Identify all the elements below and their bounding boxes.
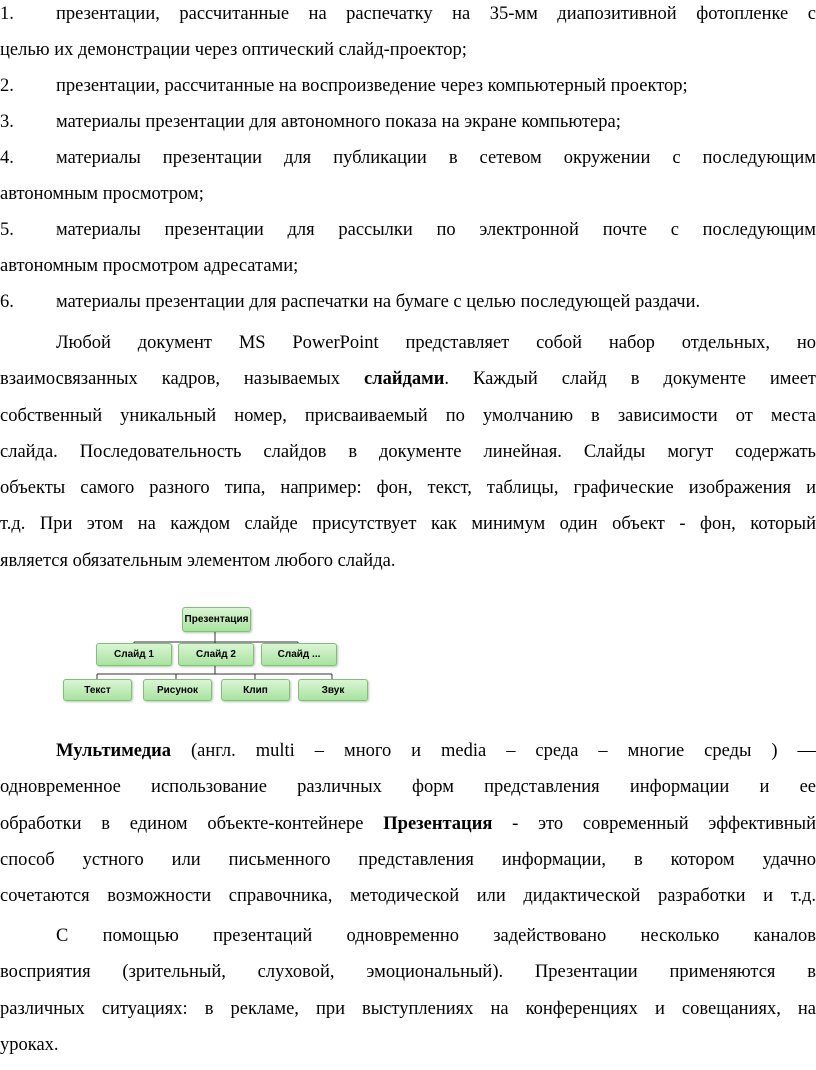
diagram-node-slide-2: Слайд 2 xyxy=(178,643,254,666)
paragraph-line: объекты самого разного типа, например: фон, текст, таблицы, графические изображения и xyxy=(0,478,816,499)
list-item-6 xyxy=(0,284,816,320)
text-run: взаимосвязанных кадров, называемых xyxy=(0,369,341,390)
text-run: . Каждый слайд в документе имеет xyxy=(444,369,816,390)
diagram-node-root: Презентация xyxy=(182,607,251,632)
list-text-continuation: автономным просмотром; xyxy=(0,184,204,204)
list-number: 6. xyxy=(0,292,14,312)
paragraph-slides xyxy=(0,325,816,579)
diagram-node-slide-1: Слайд 1 xyxy=(96,643,172,666)
diagram-node-sound: Звук xyxy=(298,679,368,701)
paragraph-line: сочетаются возможности справочника, методической или дидактической разработки и т.д. xyxy=(0,886,816,907)
list-number: 5. xyxy=(0,220,14,240)
text-run: обработки в едином объекте-контейнере xyxy=(0,813,364,834)
paragraph-line: восприятия (зрительный, слуховой, эмоциональный). Презентации применяются в xyxy=(0,962,816,983)
paragraph-multimedia xyxy=(0,733,816,914)
diagram-node-text: Текст xyxy=(63,679,132,701)
list-text-continuation: целью их демонстрации через оптический слайд-проектор; xyxy=(0,40,467,60)
paragraph-line: т.д. При этом на каждом слайде присутствует как минимум один объект - фон, который xyxy=(0,514,816,535)
paragraph-line: Любой документ MS PowerPoint представляет собой набор отдельных, но xyxy=(56,333,816,353)
bold-term-slides: слайдами xyxy=(364,369,445,390)
paragraph-perception xyxy=(0,918,816,1063)
presentation-structure-diagram xyxy=(58,600,378,705)
paragraph-line: уроках. xyxy=(0,1034,59,1055)
list-text-continuation: автономным просмотром адресатами; xyxy=(0,256,299,276)
list-number: 1. xyxy=(0,4,14,24)
paragraph-line xyxy=(0,361,816,397)
diagram-node-picture: Рисунок xyxy=(143,679,212,701)
list-text: презентации, рассчитанные на воспроизведение через компьютерный проектор; xyxy=(56,76,688,96)
diagram-node-slide-more: Слайд ... xyxy=(261,643,337,666)
list-item-3 xyxy=(0,104,816,140)
paragraph-line: С помощью презентаций одновременно задействовано несколько каналов xyxy=(56,926,816,946)
list-number: 2. xyxy=(0,76,14,96)
list-item-2 xyxy=(0,68,816,104)
list-text: презентации, рассчитанные на распечатку на 35-мм диапозитивной фотопленке с xyxy=(56,4,816,24)
paragraph-line: различных ситуациях: в рекламе, при выступлениях на конференциях и совещаниях, на xyxy=(0,998,816,1019)
list-number: 3. xyxy=(0,112,14,132)
paragraph-line xyxy=(0,806,816,842)
bold-term-presentation: Презентация xyxy=(383,813,493,834)
paragraph-line xyxy=(0,733,816,769)
list-item-5 xyxy=(0,212,816,284)
list-text: материалы презентации для автономного показа на экране компьютера; xyxy=(56,112,621,132)
paragraph-line: одновременное использование различных форм представления информации и ее xyxy=(0,777,816,798)
paragraph-line: является обязательным элементом любого слайда. xyxy=(0,550,396,571)
paragraph-line: собственный уникальный номер, присваиваемый по умолчанию в зависимости от места xyxy=(0,405,816,426)
list-number: 4. xyxy=(0,148,14,168)
list-item-4 xyxy=(0,140,816,212)
paragraph-line: способ устного или письменного представления информации, в котором удачно xyxy=(0,849,816,870)
list-text: материалы презентации для распечатки на бумаге с целью последующей раздачи. xyxy=(56,292,701,312)
bold-term-multimedia: Мультимедиа xyxy=(56,741,172,761)
text-run: - это современный эффективный xyxy=(512,813,816,834)
list-text: материалы презентации для рассылки по электронной почте с последующим xyxy=(56,220,816,240)
paragraph-line: слайда. Последовательность слайдов в документе линейная. Слайды могут содержать xyxy=(0,441,816,462)
list-text: материалы презентации для публикации в сетевом окружении с последующим xyxy=(56,148,816,168)
diagram-node-clip: Клип xyxy=(221,679,290,701)
list-item-1 xyxy=(0,0,816,68)
text-run: (англ. multi – много и media – среда – многие среды ) — xyxy=(191,741,816,761)
